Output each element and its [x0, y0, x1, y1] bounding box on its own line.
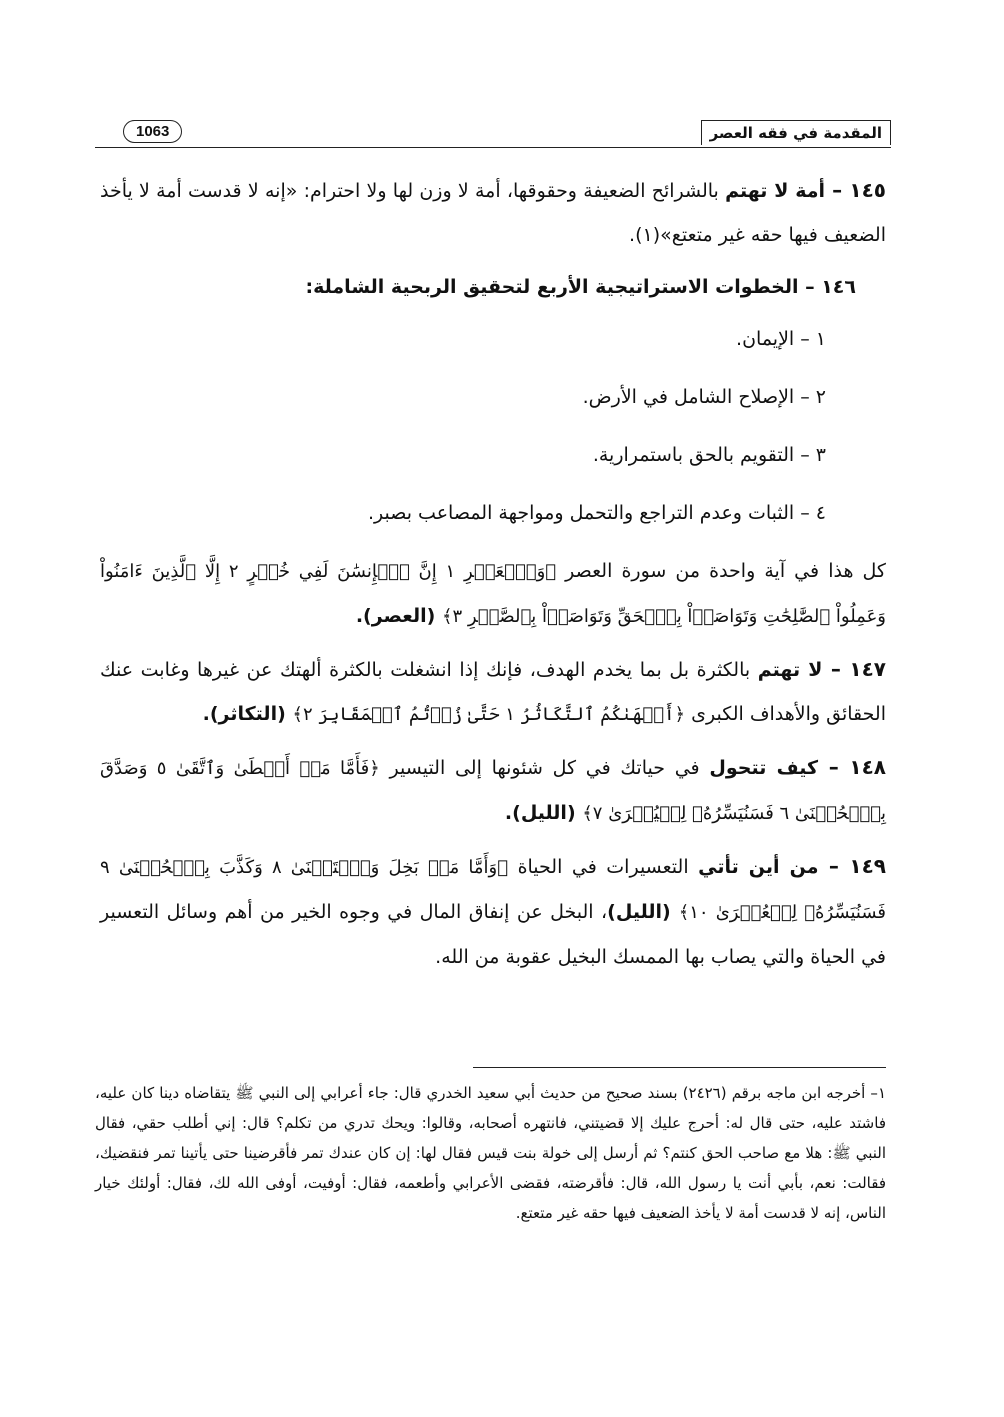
- item-heading: من أين تأتي: [698, 856, 819, 878]
- list-item: ٢ – الإصلاح الشامل في الأرض.: [582, 386, 826, 408]
- item-number: ١٤٧ –: [822, 657, 886, 681]
- paragraph-147: [100, 647, 886, 737]
- quran-verse: ﴿وَٱلۡعَصۡرِ ١ إِنَّ ٱلۡإِنسَٰنَ لَفِي خُسۡرٍ ٢ إِلَّا ٱلَّذِينَ ءَامَنُواْ وَعَمِلُواْ ٱلصَّٰلِحَٰتِ وَتَوَاصَوۡاْ بِٱلۡحَقِّ وَتَوَاصَوۡاْ بِٱلصَّبۡرِ ٣﴾: [100, 561, 886, 627]
- paragraph-149: [100, 844, 886, 979]
- paragraph-145: [100, 168, 886, 257]
- footnote-separator: [473, 1067, 886, 1068]
- paragraph-asr: [100, 549, 886, 639]
- item-text: التعسيرات في الحياة: [508, 856, 699, 878]
- list-item: ٣ – التقويم بالحق باستمرارية.: [592, 444, 826, 466]
- item-number: ١٤٩ –: [818, 854, 886, 878]
- header-rule: [95, 147, 891, 148]
- item-text: ، البخل عن إنفاق المال في وجوه الخير من أهم وسائل التعسير في الحياة والتي يصاب بها الممسك البخيل عقوبة من الله.: [100, 901, 886, 968]
- surah-reference: (الليل).: [504, 802, 583, 824]
- main-text: [100, 168, 886, 987]
- book-title: المقدمة في فقه العصر: [701, 120, 891, 145]
- quran-verse: ﴿فَأَمَّا مَنۡ أَعۡطَىٰ وَٱتَّقَىٰ ٥ وَصَدَّقَ بِٱلۡحُسۡنَىٰ ٦ فَسَنُيَسِّرُهُۥ لِلۡيُسۡرَىٰ ٧﴾: [100, 758, 886, 824]
- footnote: ١– أخرجه ابن ماجه برقم (٢٤٢٦) بسند صحيح من حديث أبي سعيد الخدري قال: جاء أعرابي إلى النبي ﷺ يتقاضاه دينا كان عليه، فاشتد عليه، حتى قال له: أحرج عليك إلا قضيتني، فانتهره أصحابه، وقالوا: ويحك تدري من تكلم؟ قال: إني أطلب حقي، فقال النبي ﷺ: هلا مع صاحب الحق كنتم؟ ثم أرسل إلى خولة بنت قيس فقال لها: إن كان عندك تمر فأقرضينا حتى يأتينا تمر فنقضيك، فقالت: نعم، بأبي أنت يا رسول الله، قال: فأقرضته، فقضى الأعرابي وأطعمه، فقال: أوفيت، أوفى الله لك، فقال: أولئك خيار الناس، إنه لا قدست أمة لا يأخذ الضعيف فيها حقه غير متعتع.: [95, 1084, 886, 1222]
- item-heading: لا تهتم: [757, 659, 823, 681]
- surah-reference: (الليل): [607, 901, 679, 923]
- item-text: بالكثرة بل بما يخدم الهدف، فإنك إذا انشغلت بالكثرة ألهتك عن غيرها وغابت عنك الحقائق والأهداف الكبرى: [100, 659, 886, 725]
- quran-verse: ﴿وَأَمَّا مَنۢ بَخِلَ وَٱسۡتَغۡنَىٰ ٨ وَكَذَّبَ بِٱلۡحُسۡنَىٰ ٩ فَسَنُيَسِّرُهُۥ لِلۡعُسۡرَىٰ ١٠﴾: [100, 857, 886, 923]
- paragraph-148: [100, 745, 886, 836]
- item-heading: أمة لا تهتم: [725, 180, 826, 202]
- page-header: [95, 120, 891, 150]
- list-item: ١ – الإيمان.: [736, 328, 826, 350]
- item-text: بالشرائح الضعيفة وحقوقها، أمة لا وزن لها ولا احترام: «إنه لا قدست أمة لا يأخذ الضعيف فيها حقه غير متعتع»(١).: [100, 180, 886, 246]
- heading-146: ١٤٦ – الخطوات الاستراتيجية الأربع لتحقيق الربحية الشاملة:: [305, 276, 856, 298]
- quran-verse: ﴿أَلۡهَىٰكُمُ ٱلتَّكَاثُرُ ١ حَتَّىٰ زُرۡتُمُ ٱلۡمَقَابِرَ ٢﴾: [292, 704, 686, 725]
- item-number: ١٤٥ –: [825, 178, 886, 202]
- item-heading: كيف تتحول: [709, 757, 819, 779]
- item-text: في حياتك في كل شئونها إلى التيسير: [379, 757, 710, 779]
- page-number: 1063: [123, 120, 182, 143]
- item-text: كل هذا في آية واحدة من سورة العصر: [556, 560, 886, 582]
- item-number: ١٤٨ –: [818, 755, 886, 779]
- list-item: ٤ – الثبات وعدم التراجع والتحمل ومواجهة المصاعب بصبر.: [368, 502, 826, 524]
- surah-reference: (التكاثر).: [202, 703, 293, 725]
- surah-reference: (العصر).: [355, 605, 442, 627]
